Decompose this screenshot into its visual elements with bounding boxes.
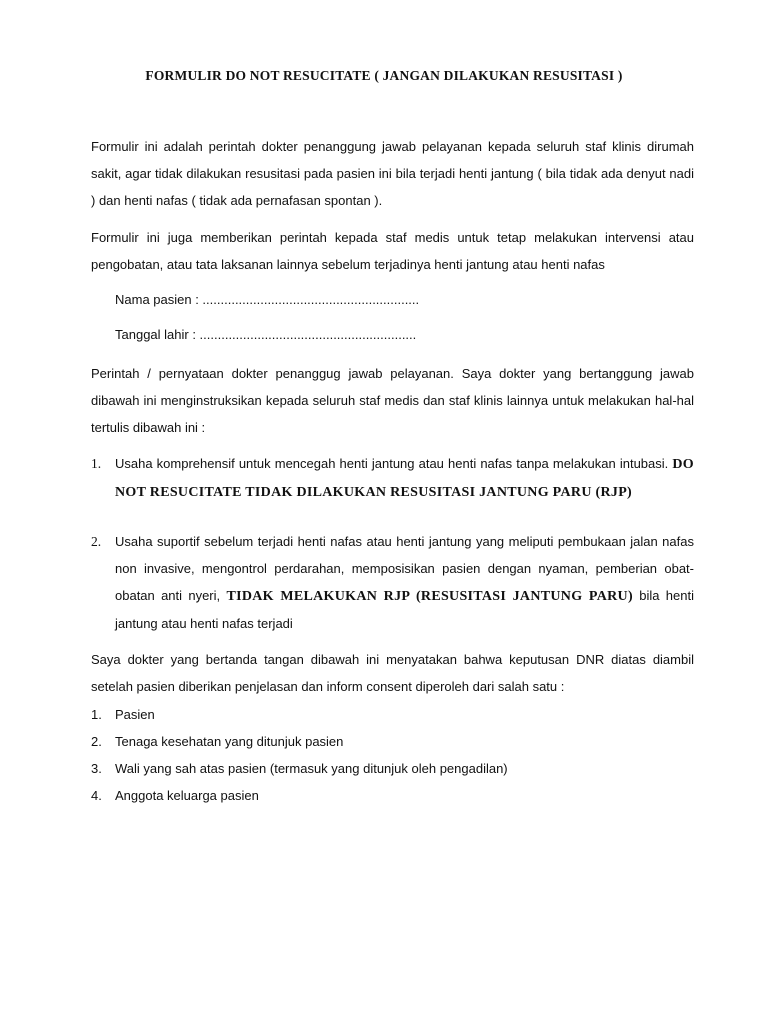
list-label: Tenaga kesehatan yang ditunjuk pasien: [115, 734, 344, 749]
order-body: Usaha komprehensif untuk mencegah henti jantung atau henti nafas tanpa melakukan intubasi.: [115, 456, 669, 471]
intro-paragraph: Formulir ini adalah perintah dokter penanggung jawab pelayanan kepada seluruh staf klinis dirumah sakit, agar tidak dilakukan resusitasi pada pasien ini bila terjadi henti jantung ( bila tidak ada denyut nadi ) dan henti nafas ( tidak ada pernafasan spontan ).: [91, 139, 694, 208]
order-text: [115, 528, 694, 637]
document-title: FORMULIR DO NOT RESUCITATE ( JANGAN DILAKUKAN RESUSITASI ): [145, 68, 623, 83]
birth-date-field: Tanggal lahir : ............................................................: [115, 327, 417, 342]
list-number: 2.: [91, 734, 102, 749]
list-label: Anggota keluarga pasien: [115, 788, 259, 803]
consent-paragraph: Saya dokter yang bertanda tangan dibawah ini menyatakan bahwa keputusan DNR diatas diambil setelah pasien diberikan penjelasan dan inform consent diperoleh dari salah satu :: [91, 652, 694, 694]
doctor-statement-paragraph: Perintah / pernyataan dokter penanggug jawab pelayanan. Saya dokter yang bertanggung jawab dibawah ini menginstruksikan kepada seluruh staf medis dan staf klinis lainnya untuk melakukan hal-hal tertulis dibawah ini :: [91, 366, 694, 435]
order-suffix: bila henti jantung atau henti nafas terjadi: [115, 588, 694, 631]
order-number: 2.: [91, 534, 102, 549]
order-emphasis: DO NOT RESUCITATE TIDAK DILAKUKAN RESUSITASI JANTUNG PARU (RJP): [115, 457, 694, 500]
list-label: Wali yang sah atas pasien (termasuk yang ditunjuk oleh pengadilan): [115, 761, 508, 776]
list-number: 1.: [91, 707, 102, 722]
order-body: Usaha suportif sebelum terjadi henti nafas atau henti jantung yang meliputi pembukaan jalan nafas non invasive, mengontrol perdarahan, memposisikan pasien dengan nyaman, pemberian obat-obatan anti nyeri,: [115, 534, 694, 603]
list-number: 3.: [91, 761, 102, 776]
order-number: 1.: [91, 456, 102, 471]
list-item: [91, 761, 508, 776]
order-text: [115, 450, 694, 506]
list-item: [91, 788, 259, 803]
list-item: [91, 707, 155, 722]
patient-name-field: Nama pasien : ............................................................: [115, 292, 420, 307]
order-emphasis: TIDAK MELAKUKAN RJP (RESUSITASI JANTUNG PARU): [226, 589, 633, 604]
list-label: Pasien: [115, 707, 155, 722]
list-item: [91, 734, 343, 749]
intervention-paragraph: Formulir ini juga memberikan perintah kepada staf medis untuk tetap melakukan intervensi atau pengobatan, atau tata laksanan lainnya sebelum terjadinya henti jantung atau henti nafas: [91, 230, 694, 272]
list-number: 4.: [91, 788, 102, 803]
